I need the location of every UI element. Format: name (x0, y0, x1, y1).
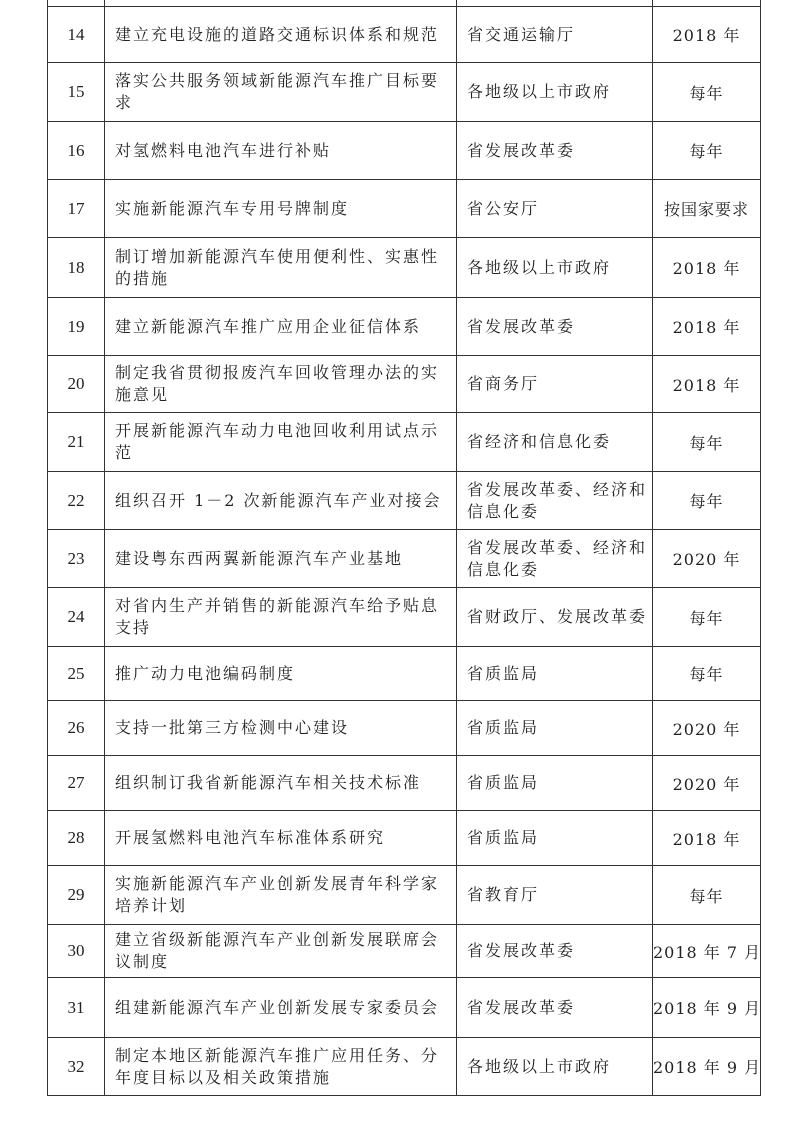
completion-time: 2020 年 (653, 530, 761, 588)
responsible-department: 省发展改革委 (457, 978, 653, 1038)
table-row (48, 701, 761, 756)
task-number: 21 (48, 413, 105, 472)
task-description: 组织制订我省新能源汽车相关技术标准 (105, 756, 457, 811)
completion-time: 每年 (653, 413, 761, 472)
table-row (48, 238, 761, 298)
completion-time: 2020 年 (653, 756, 761, 811)
completion-time: 2018 年 (653, 298, 761, 356)
table-row (48, 866, 761, 925)
task-number: 22 (48, 472, 105, 530)
task-number: 27 (48, 756, 105, 811)
table-row (48, 647, 761, 701)
responsible-department: 省质监局 (457, 647, 653, 701)
table-row (48, 7, 761, 63)
responsible-department: 省交通运输厅 (457, 7, 653, 63)
task-number: 15 (48, 63, 105, 122)
task-number: 32 (48, 1038, 105, 1096)
task-description: 制定我省贯彻报废汽车回收管理办法的实施意见 (105, 356, 457, 413)
responsible-department: 省商务厅 (457, 356, 653, 413)
completion-time: 2018 年 (653, 356, 761, 413)
task-description: 推广动力电池编码制度 (105, 647, 457, 701)
responsible-department: 省经济和信息化委 (457, 413, 653, 472)
completion-time: 2018 年 (653, 811, 761, 866)
task-description: 对氢燃料电池汽车进行补贴 (105, 122, 457, 180)
task-description: 实施新能源汽车专用号牌制度 (105, 180, 457, 238)
responsible-department: 省质监局 (457, 811, 653, 866)
completion-time: 按国家要求 (653, 180, 761, 238)
completion-time: 2020 年 (653, 701, 761, 756)
responsible-department: 省质监局 (457, 701, 653, 756)
responsible-department: 省发展改革委 (457, 122, 653, 180)
responsible-department: 省发展改革委、经济和信息化委 (457, 530, 653, 588)
task-description: 制定本地区新能源汽车推广应用任务、分年度目标以及相关政策措施 (105, 1038, 457, 1096)
responsible-department: 各地级以上市政府 (457, 1038, 653, 1096)
completion-time: 2018 年 9 月 (653, 978, 761, 1038)
responsible-department: 省发展改革委 (457, 298, 653, 356)
completion-time: 2018 年 (653, 7, 761, 63)
task-number: 31 (48, 978, 105, 1038)
task-description: 开展氢燃料电池汽车标准体系研究 (105, 811, 457, 866)
task-description: 支持一批第三方检测中心建设 (105, 701, 457, 756)
table-row (48, 925, 761, 978)
responsible-department: 各地级以上市政府 (457, 238, 653, 298)
completion-time: 每年 (653, 866, 761, 925)
task-number: 19 (48, 298, 105, 356)
task-description: 组织召开 1－2 次新能源汽车产业对接会 (105, 472, 457, 530)
table-row (48, 122, 761, 180)
task-description: 建立充电设施的道路交通标识体系和规范 (105, 7, 457, 63)
task-number: 20 (48, 356, 105, 413)
task-description: 实施新能源汽车产业创新发展青年科学家培养计划 (105, 866, 457, 925)
table-row (48, 530, 761, 588)
responsible-department: 各地级以上市政府 (457, 63, 653, 122)
table-row (48, 588, 761, 647)
task-number: 24 (48, 588, 105, 647)
task-number: 26 (48, 701, 105, 756)
table-row (48, 413, 761, 472)
task-table (47, 0, 761, 1096)
task-description: 对省内生产并销售的新能源汽车给予贴息支持 (105, 588, 457, 647)
task-description: 落实公共服务领域新能源汽车推广目标要求 (105, 63, 457, 122)
table-row (48, 756, 761, 811)
table-row (48, 811, 761, 866)
task-number: 23 (48, 530, 105, 588)
completion-time: 每年 (653, 122, 761, 180)
responsible-department: 省公安厅 (457, 180, 653, 238)
task-number: 25 (48, 647, 105, 701)
task-description: 组建新能源汽车产业创新发展专家委员会 (105, 978, 457, 1038)
task-description: 建立新能源汽车推广应用企业征信体系 (105, 298, 457, 356)
table-row (48, 356, 761, 413)
task-number: 14 (48, 7, 105, 63)
task-description: 制订增加新能源汽车使用便利性、实惠性的措施 (105, 238, 457, 298)
table-row (48, 1038, 761, 1096)
task-number: 29 (48, 866, 105, 925)
table-row (48, 63, 761, 122)
table-row (48, 180, 761, 238)
table-row (48, 978, 761, 1038)
completion-time: 2018 年 (653, 238, 761, 298)
completion-time: 2018 年 9 月 (653, 1038, 761, 1096)
responsible-department: 省发展改革委、经济和信息化委 (457, 472, 653, 530)
responsible-department: 省质监局 (457, 756, 653, 811)
completion-time: 每年 (653, 647, 761, 701)
task-number: 16 (48, 122, 105, 180)
responsible-department: 省财政厅、发展改革委 (457, 588, 653, 647)
task-number: 28 (48, 811, 105, 866)
task-table-body (48, 0, 761, 1096)
completion-time: 每年 (653, 588, 761, 647)
responsible-department: 省发展改革委 (457, 925, 653, 978)
completion-time: 每年 (653, 472, 761, 530)
task-description: 建立省级新能源汽车产业创新发展联席会议制度 (105, 925, 457, 978)
task-number: 17 (48, 180, 105, 238)
completion-time: 2018 年 7 月 (653, 925, 761, 978)
table-row (48, 298, 761, 356)
task-number: 30 (48, 925, 105, 978)
completion-time: 每年 (653, 63, 761, 122)
task-description: 建设粤东西两翼新能源汽车产业基地 (105, 530, 457, 588)
table-row (48, 472, 761, 530)
task-number: 18 (48, 238, 105, 298)
responsible-department: 省教育厅 (457, 866, 653, 925)
task-description: 开展新能源汽车动力电池回收利用试点示范 (105, 413, 457, 472)
